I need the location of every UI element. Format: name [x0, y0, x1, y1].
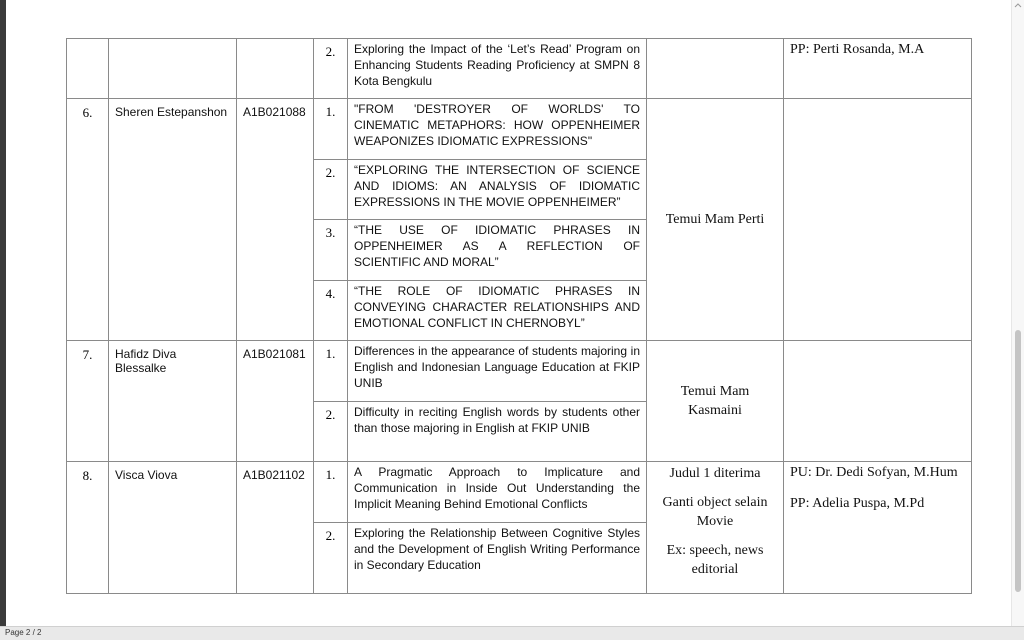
status-line: Temui Mam Perti [665, 212, 765, 227]
student-name: Hafidz Diva Blessalke [109, 341, 237, 462]
name-cell [109, 39, 237, 99]
title-index: 2. [314, 160, 348, 220]
scroll-up-icon[interactable] [1014, 2, 1022, 10]
status-line: editorial [691, 562, 739, 577]
student-nim: A1B021088 [237, 99, 314, 341]
table-row [67, 39, 972, 99]
student-nim: A1B021081 [237, 341, 314, 462]
table-row [67, 462, 972, 523]
status-cell [647, 39, 784, 99]
supervisor-cell [784, 39, 972, 99]
row-number: 6. [67, 99, 109, 341]
student-nim: A1B021102 [237, 462, 314, 594]
supervisor-cell [784, 341, 972, 462]
scrollbar-thumb[interactable] [1015, 330, 1021, 592]
title-text: Differences in the appearance of students majoring in English and Indonesian Language Education at FKIP UNIB [348, 341, 647, 402]
title-text: “THE ROLE OF IDIOMATIC PHRASES IN CONVEYING CHARACTER RELATIONSHIPS AND EMOTIONAL CONFLICT IN CHERNOBYL” [348, 281, 647, 341]
title-index: 1. [314, 341, 348, 402]
page-indicator: Page 2 / 2 [5, 628, 42, 637]
status-cell [647, 99, 784, 341]
status-line: Kasmaini [688, 403, 742, 418]
nim-cell [237, 39, 314, 99]
status-line: Ganti object selain [662, 495, 768, 510]
status-line: Movie [696, 514, 734, 529]
title-index: 1. [314, 462, 348, 523]
supervisor-line: PU: Dr. Dedi Sofyan, M.Hum [790, 465, 958, 480]
status-cell [647, 341, 784, 462]
title-index: 3. [314, 220, 348, 281]
status-bar [0, 626, 1024, 640]
title-text: Difficulty in reciting English words by students other than those majoring in English at FKIP UNIB [348, 402, 647, 462]
row-number: 8. [67, 462, 109, 594]
title-index: 1. [314, 99, 348, 160]
status-line: Temui Mam [680, 384, 750, 399]
status-line: Ex: speech, news [666, 543, 764, 558]
student-name: Sheren Estepanshon [109, 99, 237, 341]
supervisor-line: PP: Perti Rosanda, M.A [790, 42, 925, 57]
title-index: 2. [314, 523, 348, 594]
title-index: 4. [314, 281, 348, 341]
title-text: Exploring the Relationship Between Cognitive Styles and the Development of English Writing Performance in Secondary Education [348, 523, 647, 594]
supervisor-cell [784, 462, 972, 594]
title-index: 2. [314, 402, 348, 462]
title-index: 2. [314, 39, 348, 99]
title-text: “THE USE OF IDIOMATIC PHRASES IN OPPENHEIMER AS A REFLECTION OF SCIENTIFIC AND MORAL” [348, 220, 647, 281]
table-row [67, 99, 972, 160]
supervisor-cell [784, 99, 972, 341]
no-cell [67, 39, 109, 99]
status-line: Judul 1 diterima [669, 466, 761, 481]
student-name: Visca Viova [109, 462, 237, 594]
vertical-scrollbar[interactable] [1011, 0, 1024, 626]
table-row [67, 341, 972, 402]
title-text: Exploring the Impact of the ‘Let’s Read’ Program on Enhancing Students Reading Proficiency at SMPN 8 Kota Bengkulu [348, 39, 647, 99]
title-text: "FROM 'DESTROYER OF WORLDS' TO CINEMATIC METAPHORS: HOW OPPENHEIMER WEAPONIZES IDIOMATIC EXPRESSIONS" [348, 99, 647, 160]
title-text: A Pragmatic Approach to Implicature and Communication in Inside Out Understanding the Implicit Meaning Behind Emotional Conflicts [348, 462, 647, 523]
row-number: 7. [67, 341, 109, 462]
status-cell [647, 462, 784, 594]
title-text: “EXPLORING THE INTERSECTION OF SCIENCE AND IDIOMS: AN ANALYSIS OF IDIOMATIC EXPRESSIONS IN THE MOVIE OPPENHEIMER” [348, 160, 647, 220]
supervisor-line: PP: Adelia Puspa, M.Pd [790, 496, 925, 511]
thesis-title-table [66, 38, 972, 594]
